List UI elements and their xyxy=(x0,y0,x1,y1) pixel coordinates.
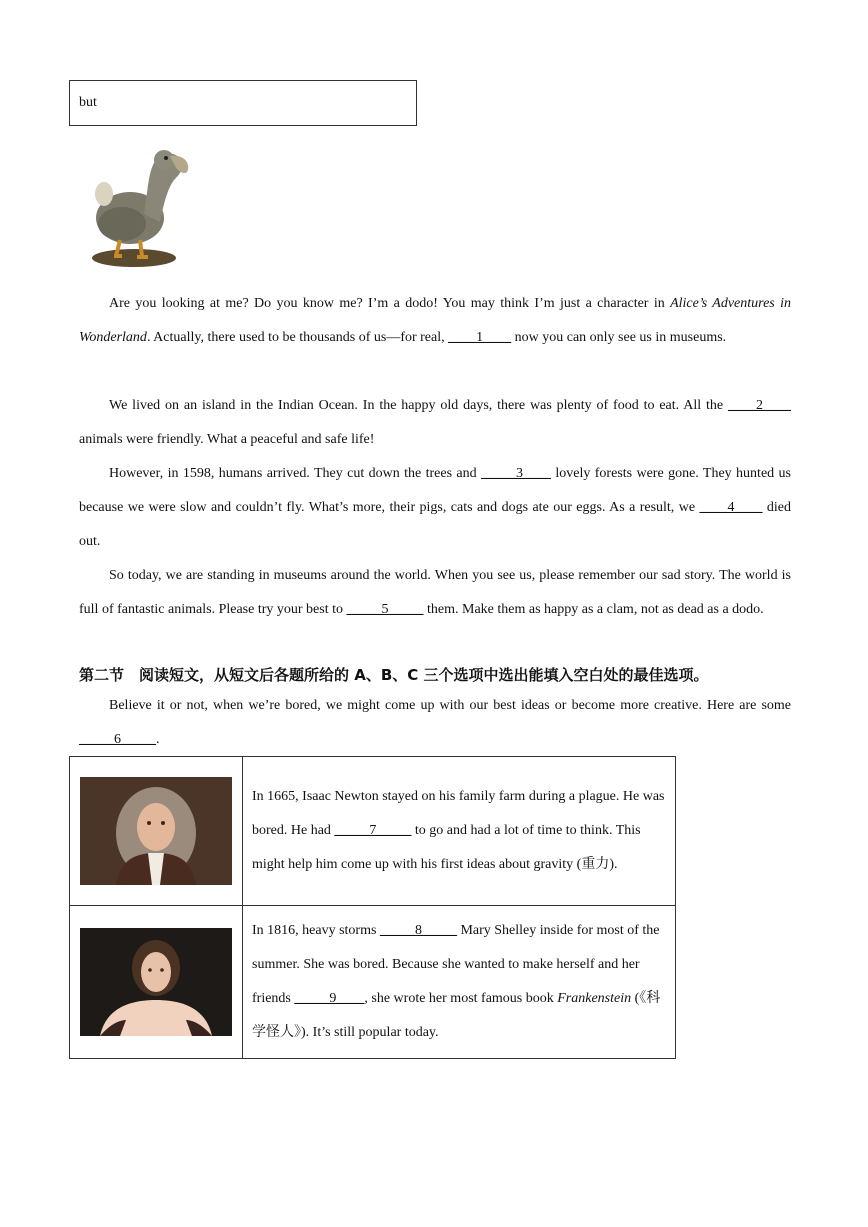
table-image-cell xyxy=(70,906,243,1059)
word-box-word: but xyxy=(79,95,97,110)
intro-text-b: . xyxy=(156,732,160,747)
blank-9[interactable]: _____9____ xyxy=(294,991,365,1006)
p4-text-b: them. Make them as happy as a clam, not as dead as a dodo. xyxy=(423,602,764,617)
blank-7[interactable]: _____7_____ xyxy=(334,823,412,838)
row2-text-c: , she wrote her most famous book xyxy=(364,991,558,1006)
row1-text-a: In 1665, Isaac Newton stayed on his family farm during a plague. He was bored. He had xyxy=(252,789,665,838)
newton-portrait xyxy=(80,777,232,885)
blank-2[interactable]: ____2____ xyxy=(728,398,791,413)
blank-3[interactable]: _____3____ xyxy=(481,466,552,481)
blank-1[interactable]: ____1____ xyxy=(448,330,512,345)
intro-text-a: Believe it or not, when we’re bored, we might come up with our best ideas or become more creative. Here are some xyxy=(109,698,791,713)
word-box xyxy=(69,80,417,126)
passage-paragraph-1 xyxy=(79,287,791,355)
p1-text-a: Are you looking at me? Do you know me? I’m a dodo! You may think I’m just a character in xyxy=(109,296,671,311)
table-row xyxy=(70,757,676,906)
section2-intro xyxy=(79,689,791,757)
blank-8[interactable]: _____8_____ xyxy=(379,923,457,938)
p1-book-title: Alice’s Adventures in Wonderland xyxy=(79,296,791,345)
passage-paragraph-2 xyxy=(79,389,791,457)
table-row xyxy=(70,906,676,1059)
blank-4[interactable]: ____4____ xyxy=(699,500,763,515)
p1-text-c: now you can only see us in museums. xyxy=(511,330,727,345)
p1-text-b: . Actually, there used to be thousands of us—for real, xyxy=(146,330,449,345)
passage-paragraph-3 xyxy=(79,457,791,559)
row2-text-a: In 1816, heavy storms xyxy=(252,923,380,938)
newton-text-cell xyxy=(243,757,676,906)
blank-6[interactable]: _____6_____ xyxy=(79,732,156,747)
row2-text-b: Mary Shelley inside for most of the summer. She was bored. Because she wanted to make herself and her friends xyxy=(252,923,660,1006)
p2-text-b: animals were friendly. What a peaceful and safe life! xyxy=(79,432,375,447)
p3-text-a: However, in 1598, humans arrived. They cut down the trees and xyxy=(109,466,482,481)
row2-text-d: (《科学怪人》). It’s still popular today. xyxy=(252,991,661,1040)
blank-5[interactable]: _____5_____ xyxy=(346,602,424,617)
p3-text-b: lovely forests were gone. They hunted us because we were slow and couldn’t fly. What’s more, their pigs, cats and dogs ate our eggs. As a result, we xyxy=(79,466,791,515)
row1-text-b: to go and had a lot of time to think. This might help him come up with his first ideas about gravity (重力). xyxy=(252,823,641,872)
section-heading: 第二节 阅读短文，从短文后各题所给的 A、B、C 三个选项中选出能填入空白处的最佳选项。 xyxy=(79,666,709,684)
p4-text-a: So today, we are standing in museums around the world. When you see us, please remember our sad story. The world is full of fantastic animals. Please try your best to xyxy=(79,568,791,617)
p3-text-c: died out. xyxy=(79,500,791,549)
p2-text-a: We lived on an island in the Indian Ocean. In the happy old days, there was plenty of food to eat. All the xyxy=(109,398,728,413)
dodo-image xyxy=(82,136,202,276)
frankenstein-title: Frankenstein xyxy=(557,991,632,1006)
passage-paragraph-4 xyxy=(79,559,791,627)
shelley-portrait xyxy=(80,928,232,1036)
facts-table xyxy=(69,756,676,1059)
table-image-cell xyxy=(70,757,243,906)
shelley-text-cell xyxy=(243,906,676,1059)
